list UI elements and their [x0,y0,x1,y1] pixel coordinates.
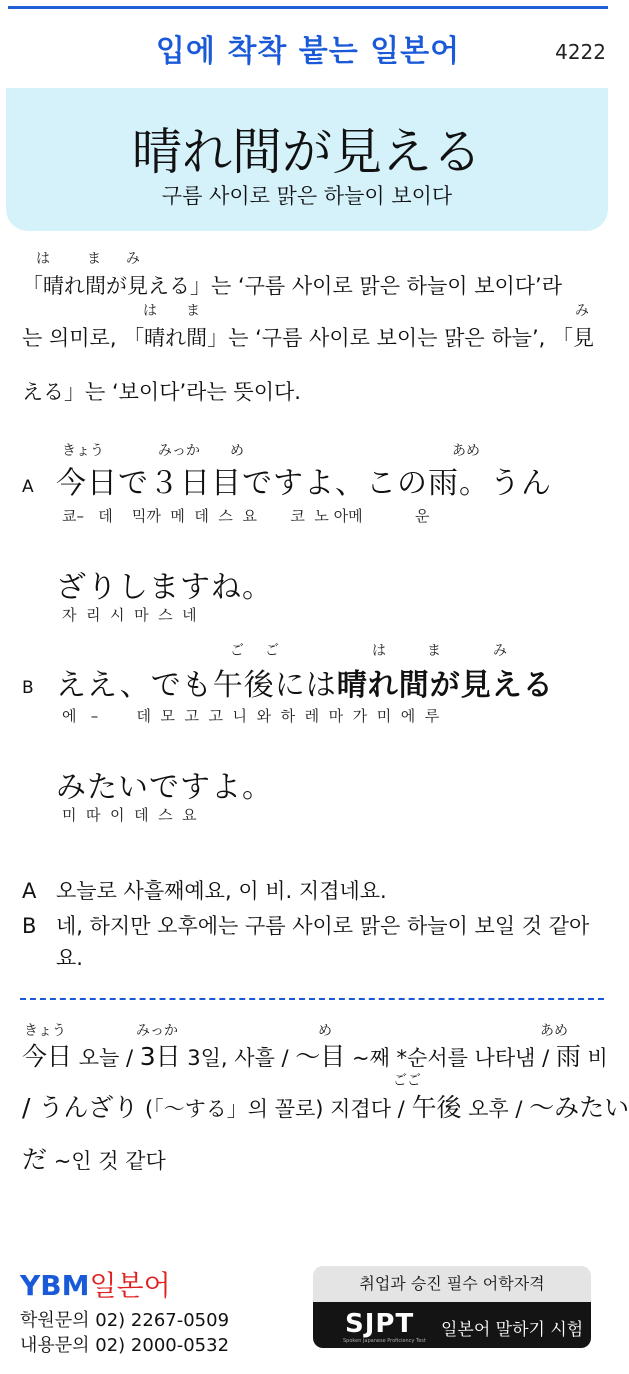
ruby-mi-2: み [575,303,589,319]
ruby-ame: あめ [452,443,480,459]
vocab-word: 〜目 [295,1042,346,1071]
vocab-meaning: (「〜する」의 꼴로) 지겹다 / [138,1097,412,1121]
sjpt-tagline: 취업과 승진 필수 어학자격 [313,1266,591,1302]
ybm-logo [20,1264,171,1304]
series-title: 입에 착착 붙는 일본어 [155,34,461,69]
vocab-ruby-mikka: みっか [136,1023,178,1039]
dialogue-b-line-1-plain: ええ、でも午後には [56,668,337,703]
sjpt-fine-print: Spoken Japanese Proficiency Test [343,1338,426,1344]
vocab-word: 雨 [555,1042,581,1071]
explanation-line-3: える」는 ‘보이다’라는 뜻이다. [22,380,301,404]
dialogue-b-reading-1: 에 – 데 모 고 고 니 와 하 레 마 가 미 에 루 [62,707,440,725]
ruby-mi: み [126,251,140,267]
contact-content: 내용문의 02) 2000-0532 [20,1335,230,1356]
ruby-ma-3: ま [427,643,441,659]
ybm-logo-kr: 일본어 [89,1269,171,1302]
dialogue-a-reading-1: 쿄– 데 믹까 메 데 스 요 코 노 아메 운 [62,507,430,525]
title-japanese: 晴れ間が見える [132,123,482,181]
ruby-ma-2: ま [186,303,200,319]
ruby-ha-3: は [372,643,386,659]
vocab-meaning: 오늘 / [72,1046,140,1070]
vocab-meaning: ~째 *순서를 나타냄 / [345,1046,556,1070]
ybm-logo-en: YBM [20,1269,90,1302]
dialogue-a-reading-2: 자 리 시 마 스 네 [62,606,197,624]
ruby-me: め [230,443,244,459]
dialogue-b-reading-2: 미 따 이 데 스 요 [62,806,197,824]
top-rule [8,6,608,9]
title-box [6,88,608,231]
dialogue-b-key-expression: 晴れ間が見える [336,668,554,703]
vocab-meaning: 3일, 사흘 / [180,1046,296,1070]
translation-b-label: B [22,914,37,938]
vocab-ruby-kyou: きょう [24,1023,66,1039]
vocab-word: 〜みたい [529,1093,629,1122]
speaker-b: B [22,678,34,698]
vocab-meaning: 비 [580,1046,608,1070]
ruby-mikka: みっか [158,443,200,459]
translation-b-text: 네, 하지만 오후에는 구름 사이로 맑은 하늘이 보일 것 같아요. [56,914,590,970]
vocab-word: 3日 [139,1042,181,1071]
vocab-ruby-ame: あめ [540,1023,568,1039]
ruby-ma: ま [87,251,101,267]
ruby-go-1: ご [230,643,244,659]
ruby-mi-3: み [493,643,507,659]
vocab-line-3 [22,1140,166,1176]
dialogue-b-line-1 [56,660,554,704]
vocab-word: 午後 [411,1093,462,1122]
vocab-word: だ [22,1145,48,1174]
ruby-ha: は [36,251,50,267]
dashed-divider [20,998,604,1000]
vocab-ruby-me: め [318,1023,332,1039]
translation-a-text: 오늘로 사흘째예요, 이 비. 지겹네요. [56,879,387,903]
ruby-go-2: ご [265,643,279,659]
explanation-line-2: 는 의미로, 「晴れ間」는 ‘구름 사이로 보이는 맑은 하늘’, 「見 [22,326,594,350]
sjpt-logo: SJPT [345,1309,415,1339]
translation-a-label: A [22,879,37,903]
contact-academy: 학원문의 02) 2267-0509 [20,1310,230,1331]
vocab-meaning: 오후 / [461,1097,530,1121]
issue-number: 4222 [555,40,606,64]
title-korean: 구름 사이로 맑은 하늘이 보이다 [161,184,453,208]
dialogue-a-line-2: ざりしますね。 [56,570,273,605]
dialogue-a-line-1: 今日で３日目ですよ、この雨。うん [56,466,552,501]
vocab-word: / うんざり [22,1093,139,1122]
vocab-word: 今日 [22,1042,73,1071]
ruby-kyou: きょう [62,443,104,459]
explanation-line-1: 「晴れ間が見える」는 ‘구름 사이로 맑은 하늘이 보이다’라 [22,274,563,298]
vocab-meaning: ~인 것 같다 [47,1149,166,1173]
dialogue-b-line-2: みたいですよ。 [56,770,273,805]
vocab-line-1 [22,1037,608,1073]
speaker-a: A [22,477,34,497]
vocab-ruby-gogo: ごご [393,1073,421,1089]
vocab-line-2 [22,1088,629,1124]
ruby-ha-2: は [143,303,157,319]
sjpt-name: 일본어 말하기 시험 [441,1320,584,1340]
sjpt-banner [313,1302,591,1348]
